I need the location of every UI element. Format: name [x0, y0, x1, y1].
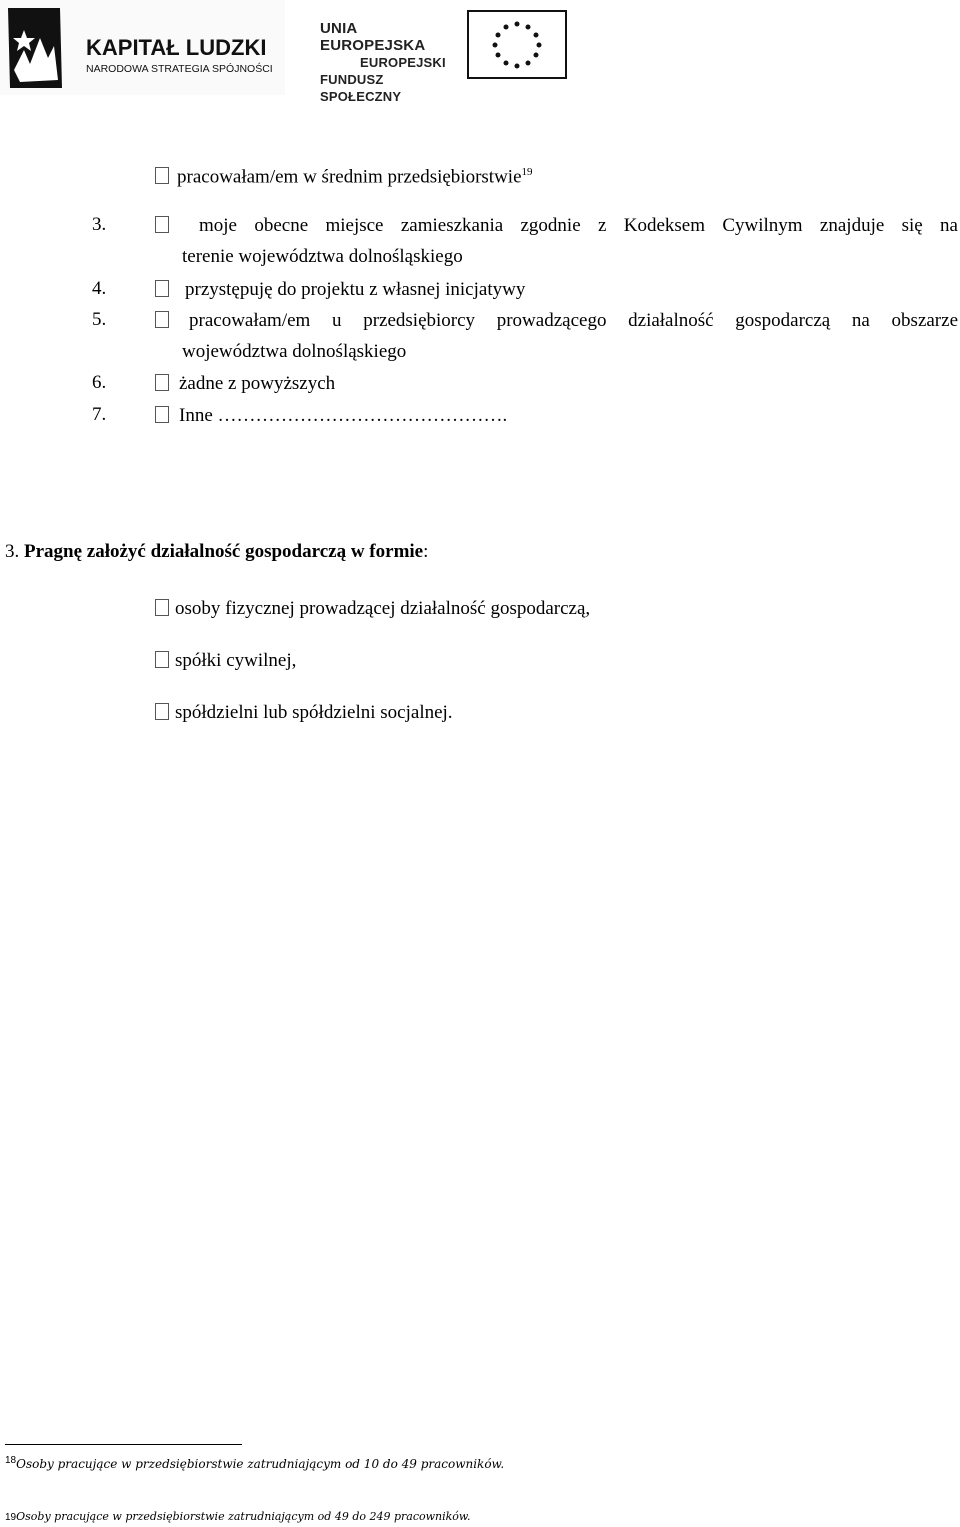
item-text: moje obecne miejsce zamieszkania zgodnie z Kodeksem Cywilnym znajduje się na — [199, 215, 958, 236]
option-item — [155, 701, 453, 725]
list-item — [155, 214, 958, 238]
list-item — [155, 309, 958, 333]
footnote-number: 19 — [5, 1512, 17, 1523]
logo-title: KAPITAŁ LUDZKI — [86, 35, 267, 60]
list-item — [155, 404, 507, 428]
section-number: 3. — [5, 541, 20, 562]
checkbox[interactable] — [155, 703, 169, 720]
item-number: 3. — [92, 214, 107, 235]
item-text: żadne z powyższych — [179, 373, 336, 394]
item-text-cont: województwa dolnośląskiego — [182, 341, 407, 362]
item-number: 7. — [92, 404, 107, 425]
list-item — [155, 278, 525, 302]
item-text: Inne ………………………………………. — [179, 405, 508, 426]
option-text: spółki cywilnej, — [175, 650, 297, 671]
item-text: przystępuję do projektu z własnej inicjatywy — [185, 279, 526, 300]
option-item — [155, 649, 296, 673]
item-number: 6. — [92, 372, 107, 393]
item-number: 4. — [92, 278, 107, 299]
option-item — [155, 597, 590, 621]
eu-flag-icon — [467, 10, 567, 79]
checkbox[interactable] — [155, 406, 169, 423]
logo-subtitle: NARODOWA STRATEGIA SPÓJNOŚCI — [86, 63, 273, 75]
option-text: spółdzielni lub spółdzielni socjalnej. — [175, 702, 453, 723]
section-title: Pragnę założyć działalność gospodarczą w formie — [24, 541, 424, 562]
eu-line3: FUNDUSZ SPOŁECZNY — [320, 72, 402, 104]
footnote-number: 18 — [5, 1455, 17, 1466]
option-text: osoby fizycznej prowadzącej działalność gospodarczą, — [175, 598, 591, 619]
checkbox[interactable] — [155, 216, 169, 233]
kapital-ludzki-logo — [0, 0, 285, 95]
checkbox[interactable] — [155, 599, 169, 616]
eu-logo-text — [320, 20, 465, 105]
section-heading — [5, 540, 428, 564]
item-number: 5. — [92, 309, 107, 330]
checkbox[interactable] — [155, 311, 169, 328]
section-colon: : — [423, 541, 429, 562]
footnote-18 — [5, 1455, 504, 1473]
list-item — [155, 372, 335, 396]
footnote-separator — [5, 1444, 242, 1445]
checkbox[interactable] — [155, 651, 169, 668]
item-text: pracowałam/em w średnim przedsiębiorstwie — [177, 166, 522, 188]
list-item-medium — [155, 160, 533, 189]
footnote-19 — [5, 1507, 471, 1525]
eu-line1: UNIA EUROPEJSKA — [320, 20, 426, 54]
footnote-ref: 19 — [521, 166, 533, 178]
item-text-cont: terenie województwa dolnośląskiego — [182, 246, 463, 267]
checkbox[interactable] — [155, 374, 169, 391]
item-text: pracowałam/em u przedsiębiorcy prowadzącego działalność gospodarczą na obszarze — [189, 310, 958, 331]
footnote-text: Osoby pracujące w przedsiębiorstwie zatrudniającym od 10 do 49 pracowników. — [16, 1457, 505, 1471]
checkbox[interactable] — [155, 167, 169, 184]
eu-line2: EUROPEJSKI — [360, 55, 446, 70]
checkbox[interactable] — [155, 280, 169, 297]
footnote-text: Osoby pracujące w przedsiębiorstwie zatrudniającym od 49 do 249 pracowników. — [16, 1510, 471, 1523]
